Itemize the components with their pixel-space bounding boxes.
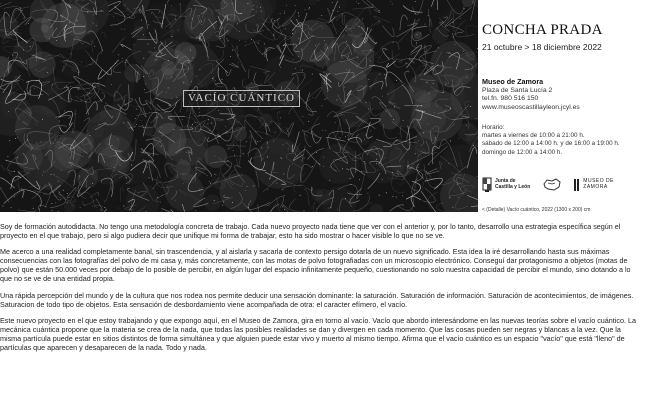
artwork-image — [0, 0, 478, 212]
museo-logo-line: MUSEO DE — [583, 178, 614, 185]
statement-paragraph: Una rápida percepción del mundo y de la cultura que nos rodea nos permite deducir una sensación dominante: la saturación. Saturación de información. Saturación de acontecimientos, de imágenes. Saturacion de todo tipo de objetos. Esta sensación de desbordamiento viene acompañada de otra: el caracter efímero, el vacío. — [0, 290, 634, 309]
venue-address: Plaza de Santa Lucía 2 — [482, 86, 553, 94]
hours-line: domingo de 12:00 a 14:00 h. — [482, 148, 563, 156]
hours-label: Horario: — [482, 124, 505, 131]
museum-mark-icon — [574, 178, 580, 192]
statement-paragraph: Me acerco a una realidad completamente banal, sin trascendencia, y al aislarla y sacarla de contexto persigo dotarla de un nuevo significado. Esta idea la iré desarrollando hasta sus máximas consecuencias con las fotografías del polvo de mi casa y, más concretamente, con las motas de polvo fotografiadas con un microscopio electrónico. Conseguí dar protagonismo a objetos (motas de polvo) que están 50.000 veces por debajo de lo posible de percibir, en algún lugar del espacio infinitamente pequeño, cuestionando no solo nuestra capacidad de percibir el mundo, sino dotando a lo que no se ve de una entidad propia. — [0, 247, 631, 284]
hours-line: martes a viernes de 10:00 a 21:00 h. — [482, 132, 585, 140]
region-map-logo — [542, 178, 562, 192]
opening-hours — [482, 124, 647, 157]
venue-info — [482, 78, 647, 112]
jcyl-logo-line: Junta de — [495, 178, 516, 185]
statement-paragraph: Este nuevo proyecto en el que estoy trabajando y que expongo aquí, en el Museo de Zamora, gira en torno al vacío. Vacío que abordo interesándome en las nuevas teorías sobre el vacío cuántico. La mecánica cuántica propone que la materia se crea de la nada, que todas las posibles realidades se dan y divergen en cada momento. Que las cosas pueden ser negras y blancas a la vez. Que la misma partícula puede estar en sitios distintos de forma simultánea y que alguien puede estar vivo y muerto al mismo tiempo. Afirma que el vacío cuántico es un espacio "vacío" que está "lleno" de partículas que aparecen y desaparecen de la nada. Todo y nada. — [0, 315, 636, 353]
jcyl-logo-line: Castilla y León — [495, 184, 531, 190]
museo-logo-line: ZAMORA — [583, 184, 608, 190]
artist-statement — [0, 222, 642, 359]
jcyl-logo — [482, 177, 530, 193]
artwork-title-overlay: VACÍO CUÁNTICO — [183, 90, 300, 107]
hours-line: sábado de 12:00 a 14:00 h. y de 16:00 a 19:00 h. — [482, 140, 620, 148]
artist-name: CONCHA PRADA — [482, 22, 603, 38]
venue-phone: tel.fn. 980 516 150 — [482, 95, 539, 103]
sponsor-logos — [482, 175, 647, 195]
region-map-icon — [542, 178, 562, 192]
venue-website-link[interactable]: www.museoscastillayleon.jcyl.es — [482, 103, 580, 111]
coat-of-arms-icon — [482, 177, 492, 193]
museo-zamora-logo — [574, 178, 614, 192]
statement-paragraph: Soy de formación autodidacta. No tengo una metodología concreta de trabajo. Cada nuevo proyecto nada tiene que ver con el anterior y, por lo tanto, desarrollo una estrategia específica según el proyecto en el que trabajo, pero si algo pudiera decir que unifique mi forma de trabajar, esto ha sido mostrar o hacer visible lo que no se ve. — [0, 222, 621, 241]
artwork-caption: < (Detalle) Vacío cuántico, 2022 (1300 x 200) cm — [482, 207, 591, 213]
venue-name: Museo de Zamora — [482, 77, 544, 86]
exhibition-dates: 21 octubre > 18 diciembre 2022 — [482, 42, 602, 52]
